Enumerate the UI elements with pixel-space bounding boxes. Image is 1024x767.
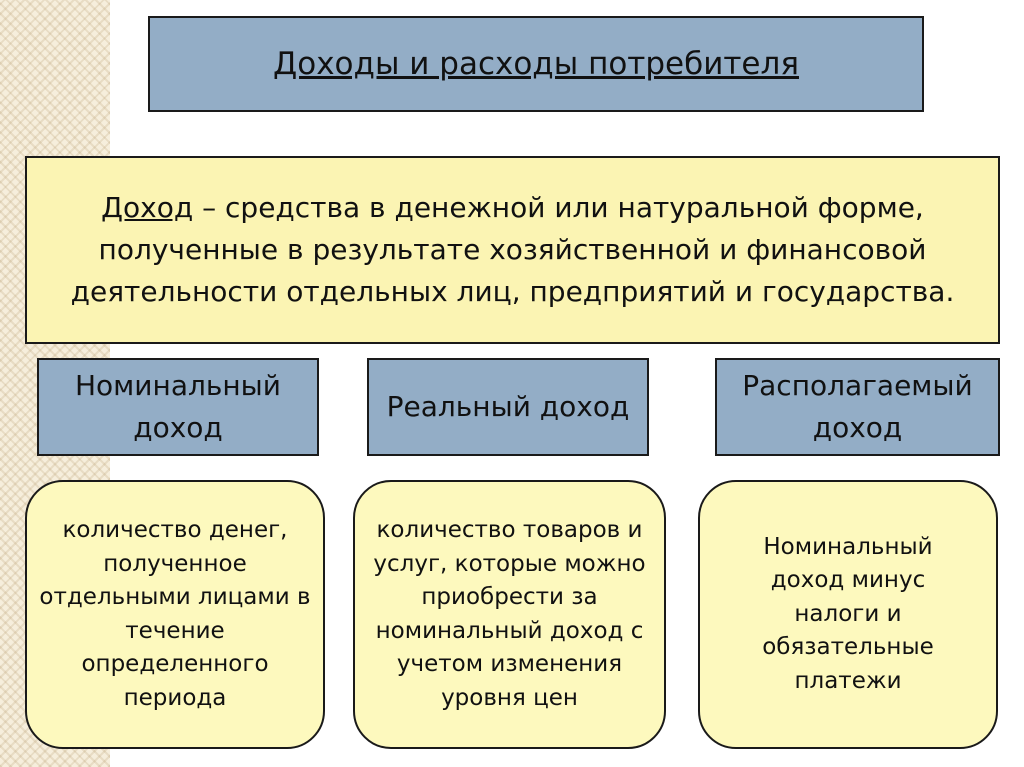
definition-term: Доход [101, 191, 194, 224]
category-label: Номинальный доход [75, 369, 281, 444]
description-disposable-income [698, 480, 998, 749]
category-label: Располагаемый доход [742, 369, 973, 444]
description-real-income [353, 480, 666, 749]
category-real-income [367, 358, 649, 456]
description-nominal-income [25, 480, 325, 749]
description-text: количество товаров и услуг, которые можно приобрести за номинальный доход с учетом изменения уровня цен [373, 517, 646, 711]
description-text: количество денег, полученное отдельными лицами в течение определенного периода [39, 517, 311, 711]
title-box [148, 16, 924, 112]
definition-box [25, 156, 1000, 344]
category-disposable-income [715, 358, 1000, 456]
definition-text [57, 187, 968, 313]
category-nominal-income [37, 358, 319, 456]
definition-body: – средства в денежной или натуральной форме, полученные в результате хозяйственной и финансовой деятельности отдельных лиц, предприятий и государства. [70, 191, 955, 308]
page-title: Доходы и расходы потребителя [273, 46, 799, 82]
category-label: Реальный доход [386, 390, 630, 423]
description-text: Номинальный доход минус налоги и обязательные платежи [762, 533, 934, 694]
